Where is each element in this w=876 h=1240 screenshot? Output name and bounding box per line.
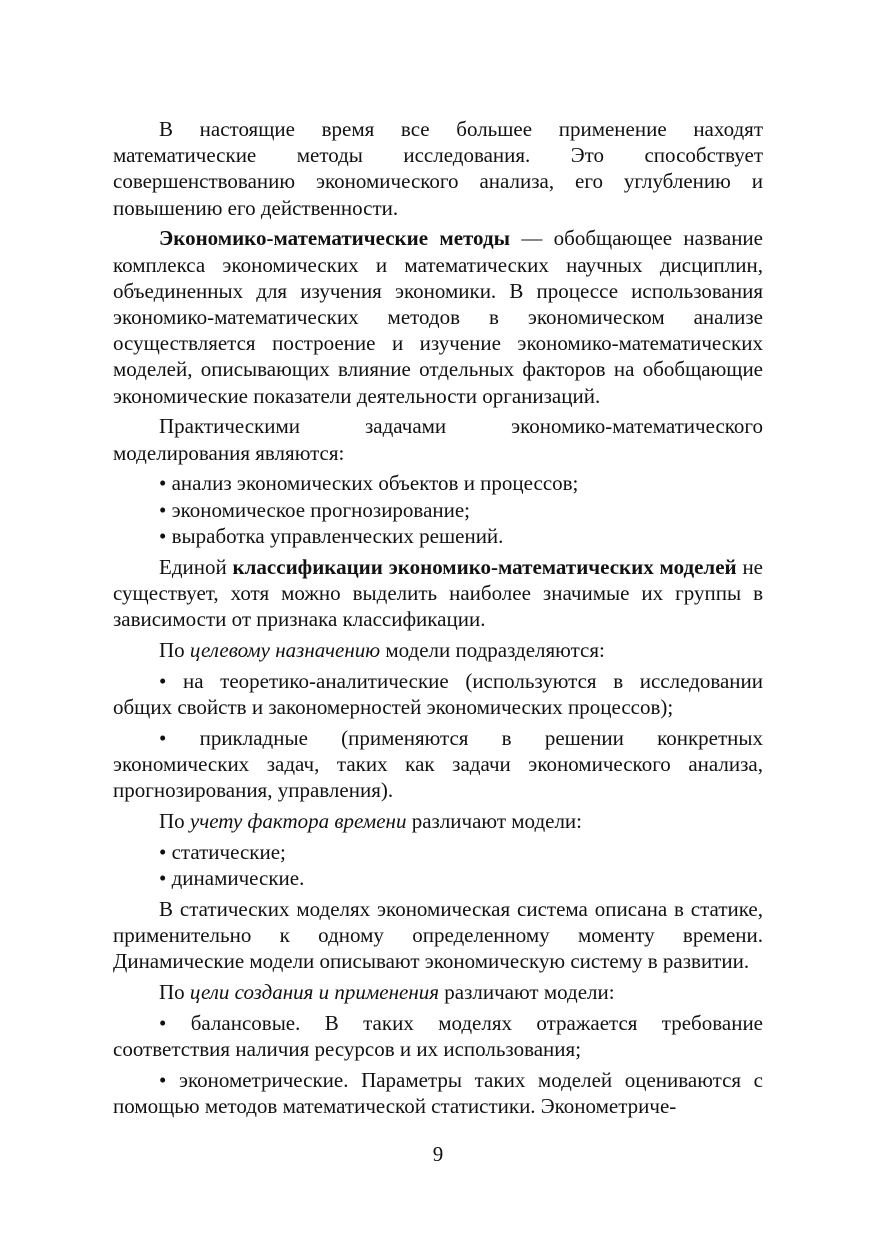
paragraph-goal <box>113 979 763 1005</box>
term-economic-math-methods: Экономико-математические методы <box>159 226 510 251</box>
definition-text: — обобщающее название комплекса экономических и математических научных дисциплин, объединенных для изучения экономики. В процессе использования экономико-математических методов в экономическом анализе осуществляется построение и изучение экономико-математических моделей, описывающих влияние отдельных факторов на обобщающие экономические показатели деятельности организаций. <box>113 226 763 408</box>
paragraph-definition <box>113 225 763 408</box>
list-item-analysis: • анализ экономических объектов и процессов; <box>159 471 579 496</box>
time-start: По <box>159 808 190 833</box>
list-item-theoretical: • на теоретико-аналитические (используются в исследовании общих свойств и закономерностей экономических процессов); <box>113 668 763 719</box>
purpose-rest: модели подразделяются: <box>380 637 605 662</box>
term-time-factor: учету фактора времени <box>189 808 407 833</box>
purpose-start: По <box>159 637 190 662</box>
paragraph-tasks: Практическими задачами экономико-математического моделирования являются: <box>113 414 763 465</box>
classification-start: Единой <box>159 554 233 579</box>
paragraph-static-dynamic: В статических моделях экономическая система описана в статике, применительно к одному определенному моменту времени. Динамические модели описывают экономическую систему в развитии. <box>113 896 763 974</box>
page-number: 9 <box>432 1142 444 1166</box>
time-rest: различают модели: <box>406 808 582 833</box>
page-body <box>113 116 763 1119</box>
list-item-forecasting: • экономическое прогнозирование; <box>159 497 471 522</box>
list-item-static: • статические; <box>159 839 286 864</box>
classification-rest: не существует, хотя можно выделить наиболее значимые их группы в зависимости от признака классификации. <box>113 554 763 632</box>
paragraph-intro: В настоящие время все большее применение находят математические методы исследования. Это способствует совершенствованию экономического анализа, его углублению и повышению его действенности. <box>113 117 763 220</box>
term-purpose: целевому назначению <box>189 637 381 662</box>
term-classification: классификации экономико-математических моделей <box>232 554 737 579</box>
paragraph-time-factor <box>113 808 763 834</box>
paragraph-purpose <box>113 637 763 663</box>
list-item-balance: • балансовые. В таких моделях отражается требование соответствия наличия ресурсов и их использования; <box>113 1010 763 1061</box>
paragraph-classification <box>113 554 763 633</box>
list-item-decisions: • выработка управленческих решений. <box>159 523 504 548</box>
goal-rest: различают модели: <box>439 979 615 1004</box>
list-item-econometric: • эконометрические. Параметры таких моделей оцениваются с помощью методов математической статистики. Эконометриче- <box>113 1067 763 1118</box>
list-item-dynamic: • динамические. <box>159 865 305 890</box>
goal-start: По <box>159 979 190 1004</box>
term-goal: цели создания и применения <box>189 979 440 1004</box>
list-item-applied: • прикладные (применяются в решении конкретных экономических задач, таких как задачи экономического анализа, прогнозирования, управления). <box>113 725 763 803</box>
